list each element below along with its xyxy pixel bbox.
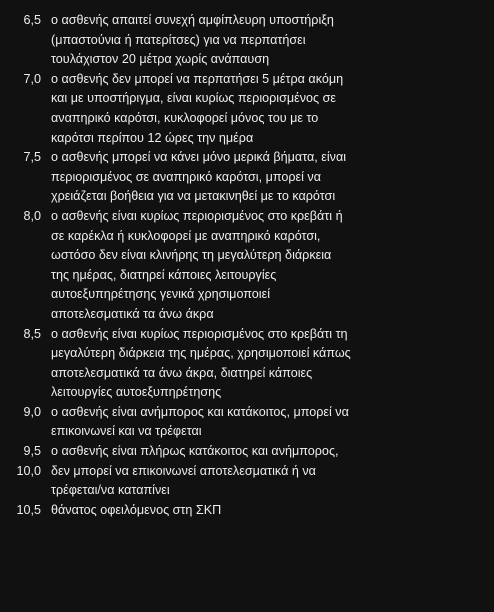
scale-description [51, 11, 471, 70]
description-line: μεγαλύτερη διάρκεια της ημέρας, χρησιμοποιεί κάπως [51, 346, 351, 361]
description-line: ο ασθενής είναι ανήμπορος και κατάκοιτος, μπορεί να [51, 404, 349, 419]
description-line: λειτουργίες αυτοεξυπηρέτησης [51, 385, 222, 400]
scale-entry [0, 462, 494, 501]
scale-score: 8,5 [23, 326, 41, 341]
scale-score: 8,0 [23, 208, 41, 223]
description-line: ο ασθενής είναι πλήρως κατάκοιτος και ανήμπορος, [51, 444, 339, 459]
description-line: περιορισμένος σε αναπηρικό καρότσι, μπορεί να [51, 169, 321, 184]
scale-description [51, 207, 471, 325]
description-line: επικοινωνεί και να τρέφεται [51, 424, 202, 439]
description-line: αναπηρικό καρότσι, κυκλοφορεί μόνος του με το [51, 110, 319, 125]
description-line: σε καρέκλα ή κυκλοφορεί με αναπηρικό καρότσι, [51, 228, 321, 243]
description-line: ωστόσο δεν είναι κλινήρης τη μεγαλύτερη διάρκεια [51, 248, 332, 263]
description-line: αποτελεσματικά τα άνω άκρα [51, 306, 214, 321]
description-line: ο ασθενής μπορεί να κάνει μόνο μερικά βήματα, είναι [51, 150, 347, 165]
description-line: και με υποστήριγμα, είναι κυρίως περιορισμένος σε [51, 91, 337, 106]
scale-score: 7,5 [23, 150, 41, 165]
scale-score: 9,5 [23, 444, 41, 459]
scale-score: 10,0 [16, 463, 41, 478]
scale-score: 7,0 [23, 71, 41, 86]
scale-score: 9,0 [23, 404, 41, 419]
description-line: δεν μπορεί να επικοινωνεί αποτελεσματικά ή να [51, 463, 316, 478]
scale-description [51, 325, 471, 403]
description-line: ο ασθενής είναι κυρίως περιορισμένος στο κρεβάτι ή [51, 208, 343, 223]
description-line: τρέφεται/να καταπίνει [51, 483, 170, 498]
scale-score: 10,5 [16, 502, 41, 517]
scale-entry [0, 442, 494, 462]
scale-entry [0, 325, 494, 403]
description-line: αυτοεξυπηρέτησης γενικά χρησιμοποιεί [51, 287, 270, 302]
description-line: ο ασθενής δεν μπορεί να περπατήσει 5 μέτρα ακόμη [51, 71, 344, 86]
scale-entry [0, 207, 494, 325]
scale-score: 6,5 [23, 13, 41, 27]
scale-entry [0, 403, 494, 442]
description-line: ο ασθενής απαιτεί συνεχή αμφίπλευρη υποστήριξη [51, 13, 334, 27]
scale-entry [0, 70, 494, 148]
description-line: (μπαστούνια ή πατερίτσες) για να περπατήσει [51, 32, 306, 47]
scale-description [51, 70, 471, 148]
scale-description [51, 442, 471, 462]
description-line: καρότσι περίπου 12 ώρες την ημέρα [51, 130, 254, 145]
description-line: τουλάχιστον 20 μέτρα χωρίς ανάπαυση [51, 52, 270, 67]
scale-entry [0, 501, 494, 521]
scale-entry [0, 148, 494, 207]
scale-entry [0, 11, 494, 70]
scale-description [51, 501, 471, 521]
description-line: αποτελεσματικά τα άνω άκρα, διατηρεί κάποιες [51, 365, 313, 380]
description-line: της ημέρας, διατηρεί κάποιες λειτουργίες [51, 267, 277, 282]
scale-description [51, 403, 471, 442]
scale-description [51, 462, 471, 501]
description-line: θάνατος οφειλόμενος στη ΣΚΠ [51, 502, 222, 517]
description-line: ο ασθενής είναι κυρίως περιορισμένος στο κρεβάτι τη [51, 326, 348, 341]
scale-description [51, 148, 471, 207]
description-line: χρειάζεται βοήθεια για να μετακινηθεί με το καρότσι [51, 189, 336, 204]
